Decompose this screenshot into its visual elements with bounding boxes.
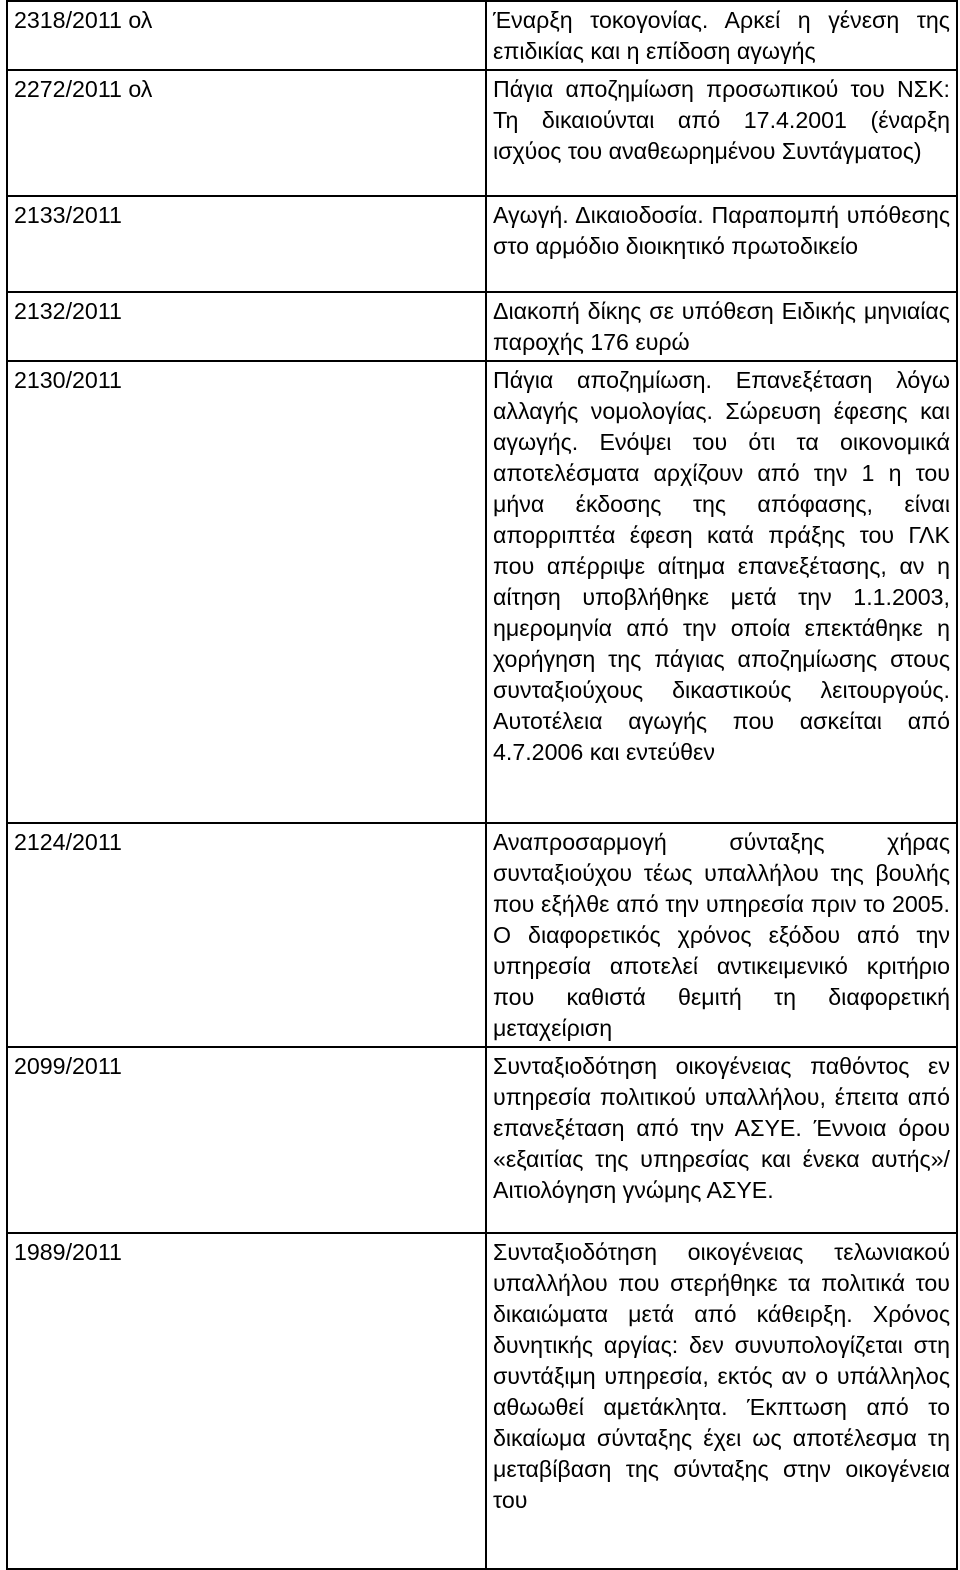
decision-number: 2099/2011 <box>7 1047 486 1233</box>
decision-number: 2132/2011 <box>7 292 486 361</box>
decision-summary: Συνταξιοδότηση οικογένειας παθόντος εν υπηρεσία πολιτικού υπαλλήλου, έπειτα από επανεξέταση από την ΑΣΥΕ. Έννοια όρου «εξαιτίας της υπηρεσίας και ένεκα αυτής»/ Αιτιολόγηση γνώμης ΑΣΥΕ. <box>486 1047 957 1233</box>
decision-number: 2130/2011 <box>7 361 486 823</box>
decisions-table-body <box>7 1 957 1569</box>
decisions-table <box>6 0 958 1570</box>
decision-number: 2133/2011 <box>7 196 486 292</box>
decision-number: 2272/2011 ολ <box>7 70 486 196</box>
decision-summary: Διακοπή δίκης σε υπόθεση Ειδικής μηνιαίας παροχής 176 ευρώ <box>486 292 957 361</box>
decision-number: 2318/2011 ολ <box>7 1 486 70</box>
decision-summary: Πάγια αποζημίωση. Επανεξέταση λόγω αλλαγής νομολογίας. Σώρευση έφεσης και αγωγής. Ενόψει του ότι τα οικονομικά αποτελέσματα αρχίζουν από την 1 η του μήνα έκδοσης της απόφασης, είναι απορριπτέα έφεση κατά πράξης του ΓΛΚ που απέρριψε αίτημα επανεξέτασης, αν η αίτηση υποβλήθηκε μετά την 1.1.2003, ημερομηνία από την οποία επεκτάθηκε η χορήγηση της πάγιας αποζημίωσης στους συνταξιούχους δικαστικούς λειτουργούς. Αυτοτέλεια αγωγής που ασκείται από 4.7.2006 και εντεύθεν <box>486 361 957 823</box>
decision-summary: Έναρξη τοκογονίας. Αρκεί η γένεση της επιδικίας και η επίδοση αγωγής <box>486 1 957 70</box>
table-row <box>7 1 957 70</box>
table-row <box>7 70 957 196</box>
decision-summary: Αναπροσαρμογή σύνταξης χήρας συνταξιούχου τέως υπαλλήλου της βουλής που εξήλθε από την υπηρεσία πριν το 2005. Ο διαφορετικός χρόνος εξόδου από την υπηρεσία αποτελεί αντικειμενικό κριτήριο που καθιστά θεμιτή τη διαφορετική μεταχείριση <box>486 823 957 1047</box>
table-row <box>7 292 957 361</box>
decision-number: 2124/2011 <box>7 823 486 1047</box>
table-row <box>7 361 957 823</box>
decision-summary: Συνταξιοδότηση οικογένειας τελωνιακού υπαλλήλου που στερήθηκε τα πολιτικά του δικαιώματα μετά από κάθειρξη. Χρόνος δυνητικής αργίας: δεν συνυπολογίζεται στη συντάξιμη υπηρεσία, εκτός αν ο υπάλληλος αθωωθεί αμετάκλητα. Έκπτωση από το δικαίωμα σύνταξης έχει ως αποτέλεσμα τη μεταβίβαση της σύνταξης στην οικογένεια του <box>486 1233 957 1569</box>
decision-summary: Πάγια αποζημίωση προσωπικού του ΝΣΚ: Τη δικαιούνται από 17.4.2001 (έναρξη ισχύος του αναθεωρημένου Συντάγματος) <box>486 70 957 196</box>
table-row <box>7 1233 957 1569</box>
table-row <box>7 823 957 1047</box>
decision-summary: Αγωγή. Δικαιοδοσία. Παραπομπή υπόθεσης στο αρμόδιο διοικητικό πρωτοδικείο <box>486 196 957 292</box>
table-row <box>7 196 957 292</box>
decision-number: 1989/2011 <box>7 1233 486 1569</box>
table-row <box>7 1047 957 1233</box>
